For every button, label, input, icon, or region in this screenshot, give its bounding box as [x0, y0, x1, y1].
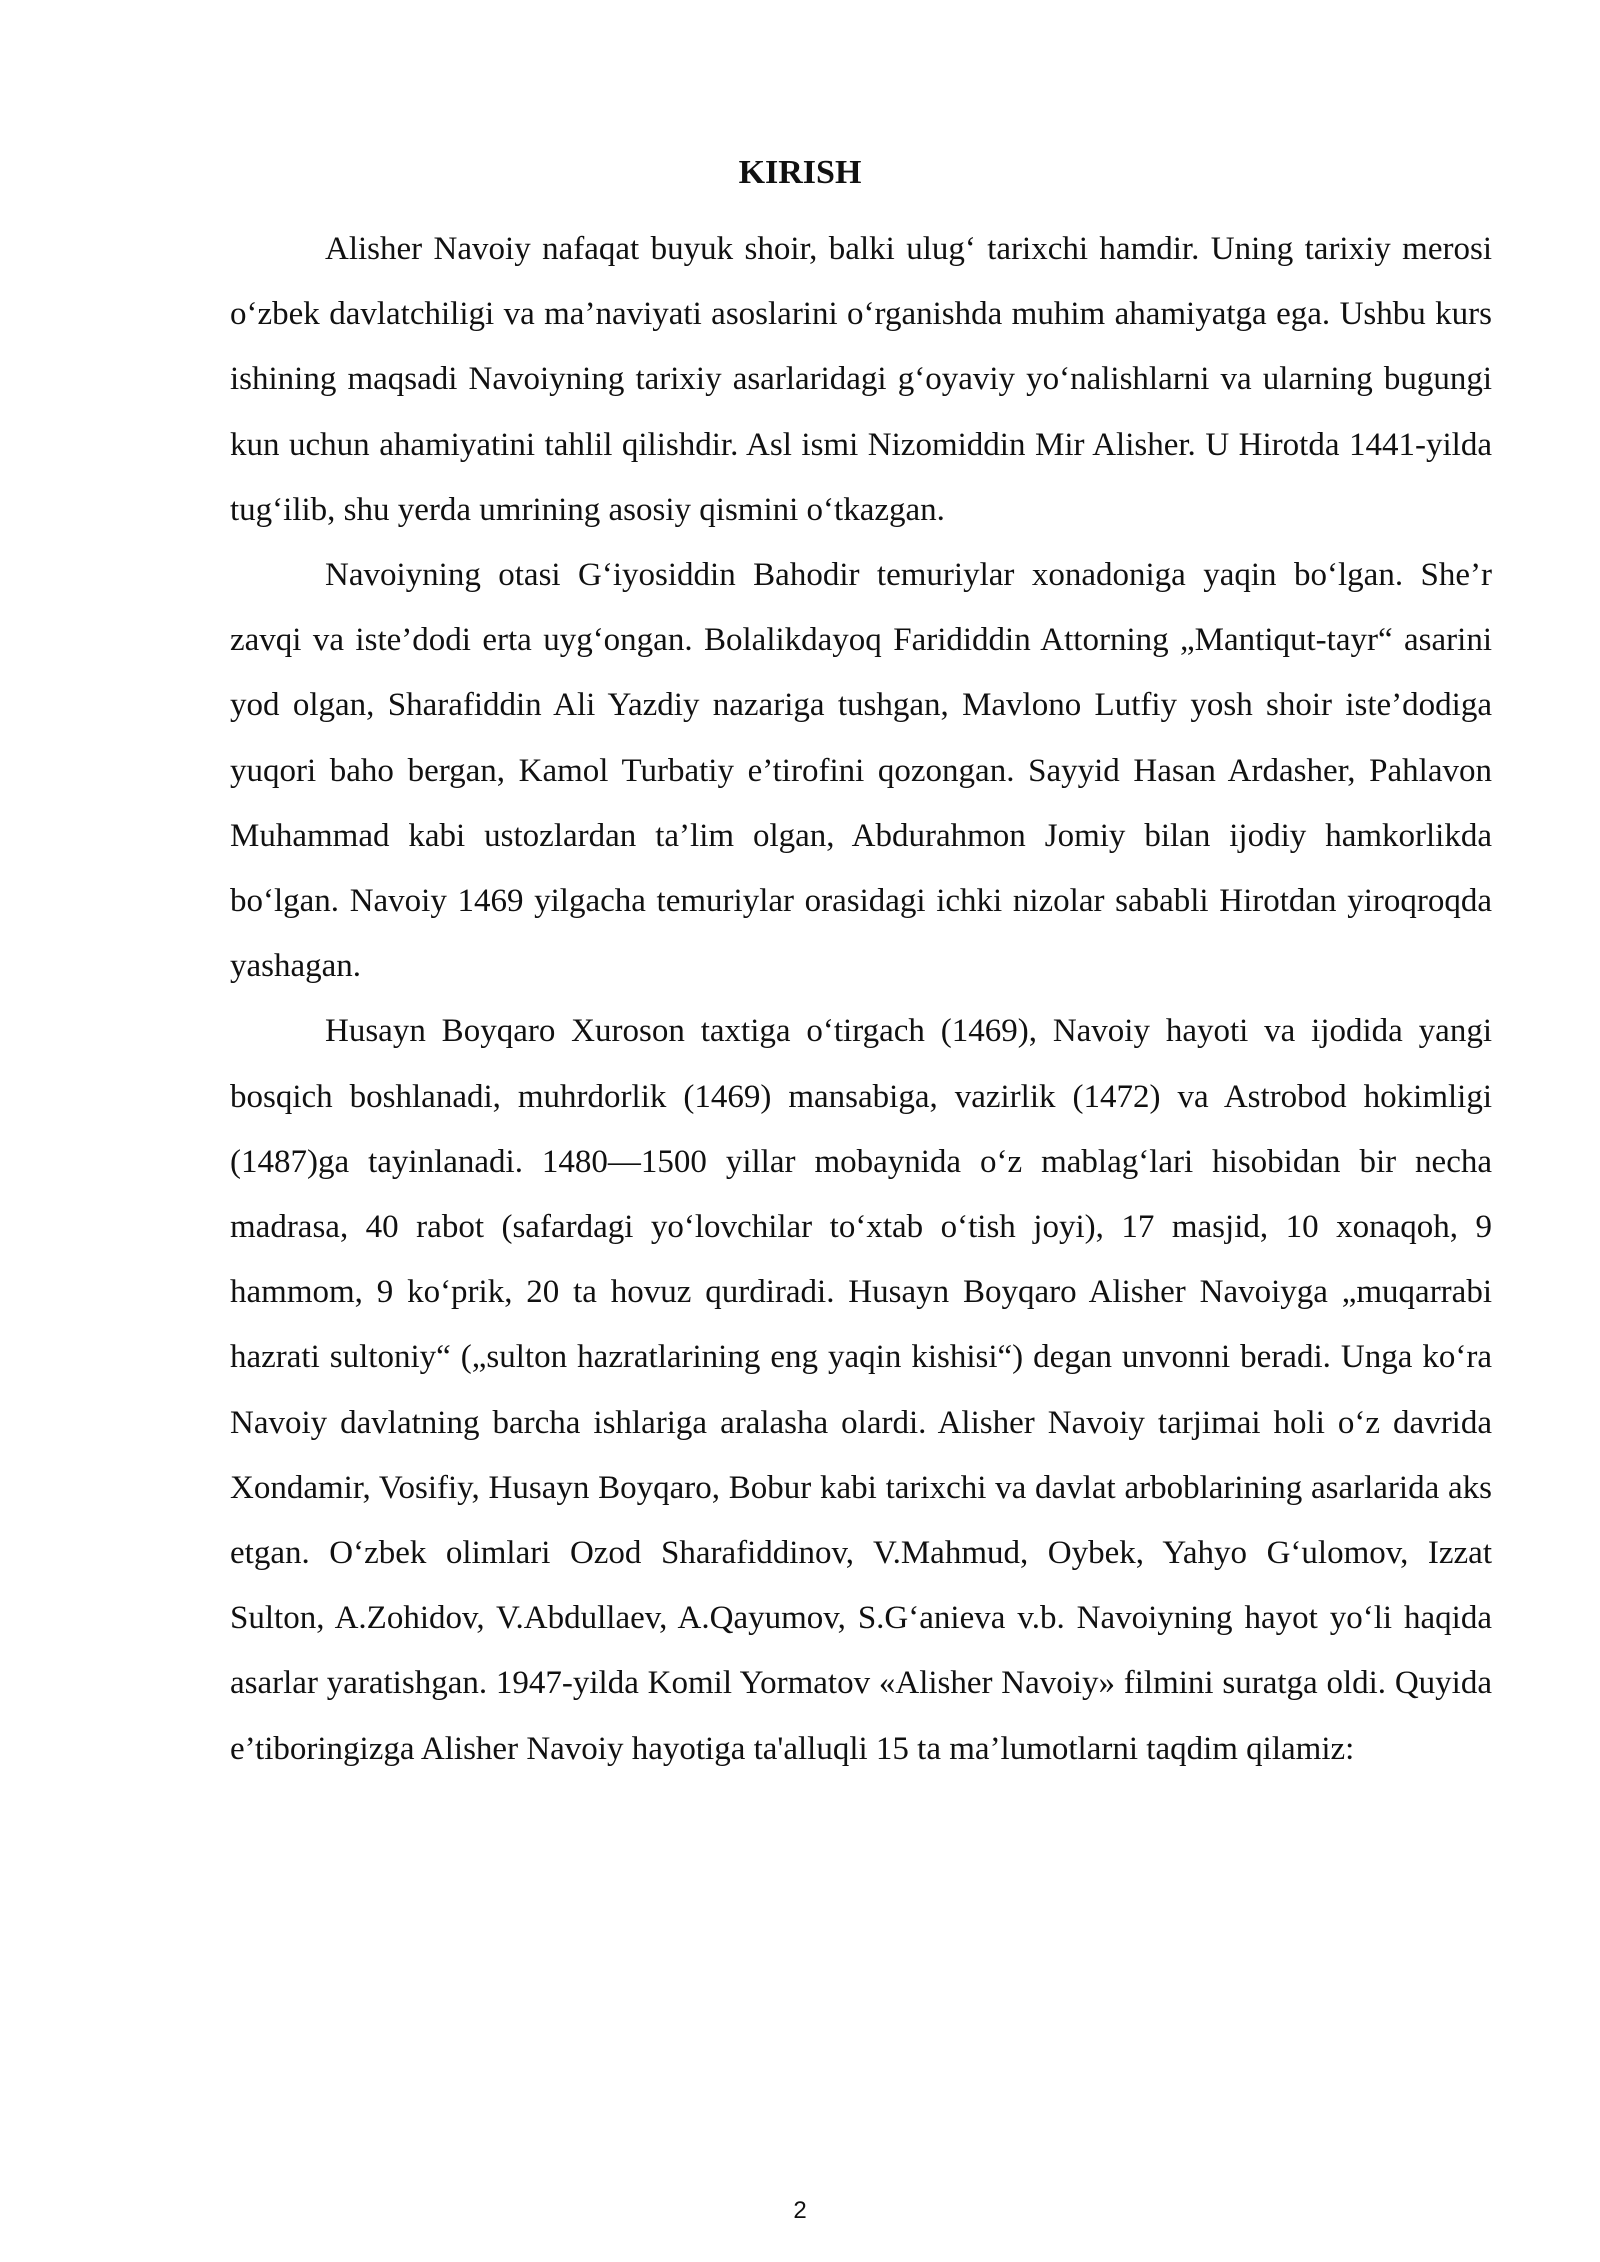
- page-number: 2: [793, 2197, 807, 2224]
- paragraph-career: Husayn Boyqaro Xuroson taxtiga o‘tirgach (1469), Navoiy hayoti va ijodida yangi bosqich boshlanadi, muhrdorlik (1469) mansabiga, vazirlik (1472) va Astrobod hokimligi (1487)ga tayinlanadi. 1480—1500 yillar mobaynida o‘z mablag‘lari hisobidan bir necha madrasa, 40 rabot (safardagi yo‘lovchilar to‘xtab o‘tish joyi), 17 masjid, 10 xonaqoh, 9 hammom, 9 ko‘prik, 20 ta hovuz qurdiradi. Husayn Boyqaro Alisher Navoiyga „muqarrabi hazrati sultoniy“ („sulton hazratlarining eng yaqin kishisi“) degan unvonni beradi. Unga ko‘ra Navoiy davlatning barcha ishlariga aralasha olardi. Alisher Navoiy tarjimai holi o‘z davrida Xondamir, Vosifiy, Husayn Boyqaro, Bobur kabi tarixchi va davlat arboblarining asarlarida aks etgan. O‘zbek olimlari Ozod Sharafiddinov, V.Mahmud, Oybek, Yahyo G‘ulomov, Izzat Sulton, A.Zohidov, V.Abdullaev, A.Qayumov, S.G‘anieva v.b. Navoiyning hayot yo‘li haqida asarlar yaratishgan. 1947-yilda Komil Yormatov «Alisher Navoiy» filmini suratga oldi. Quyida e’tiboringizga Alisher Navoiy hayotiga ta'alluqli 15 ta ma’lumotlarni taqdim qilamiz:: [230, 1013, 1492, 1767]
- section-title: KIRISH: [738, 154, 862, 191]
- paragraph-intro: Alisher Navoiy nafaqat buyuk shoir, balki ulug‘ tarixchi hamdir. Uning tarixiy merosi o‘zbek davlatchiligi va ma’naviyati asoslarini o‘rganishda muhim ahamiyatga ega. Ushbu kurs ishining maqsadi Navoiyning tarixiy asarlaridagi g‘oyaviy yo‘nalishlarni va ularning bugungi kun uchun ahamiyatini tahlil qilishdir. Asl ismi Nizomiddin Mir Alisher. U Hirotda 1441-yilda tug‘ilib, shu yerda umrining asosiy qismini o‘tkazgan.: [230, 231, 1492, 528]
- paragraph-childhood: Navoiyning otasi G‘iyosiddin Bahodir temuriylar xonadoniga yaqin bo‘lgan. She’r zavqi va iste’dodi erta uyg‘ongan. Bolalikdayoq Farididdin Attorning „Mantiqut-tayr“ asarini yod olgan, Sharafiddin Ali Yazdiy nazariga tushgan, Mavlono Lutfiy yosh shoir iste’dodiga yuqori baho bergan, Kamol Turbatiy e’tirofini qozongan. Sayyid Hasan Ardasher, Pahlavon Muhammad kabi ustozlardan ta’lim olgan, Abdurahmon Jomiy bilan ijodiy hamkorlikda bo‘lgan. Navoiy 1469 yilgacha temuriylar orasidagi ichki nizolar sababli Hirotdan yiroqroqda yashagan.: [230, 557, 1492, 985]
- body-text: [230, 217, 1492, 1782]
